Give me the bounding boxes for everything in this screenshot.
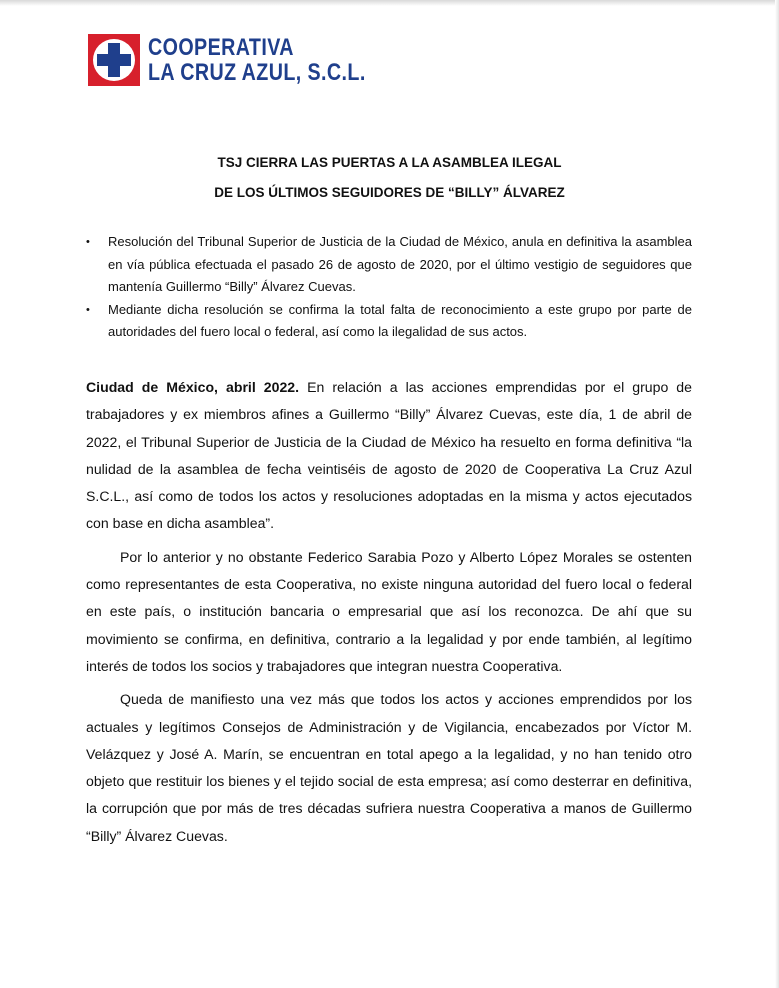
cooperativa-logo bbox=[88, 34, 414, 86]
bullet-text: Resolución del Tribunal Superior de Justicia de la Ciudad de México, anula en definitiva la asamblea en vía pública efectuada el pasado 26 de agosto de 2020, por el último vestigio de seguidores que mantenía Guillermo “Billy” Álvarez Cuevas. bbox=[108, 234, 692, 294]
page-top-shadow bbox=[0, 0, 779, 6]
title-line-2: DE LOS ÚLTIMOS SEGUIDORES DE “BILLY” ÁLVAREZ bbox=[214, 185, 565, 200]
paragraph-1 bbox=[86, 374, 692, 538]
paragraph-2: Por lo anterior y no obstante Federico Sarabia Pozo y Alberto López Morales se ostenten como representantes de esta Cooperativa, no existe ninguna autoridad del fuero local o federal en este país, o institución bancaria o empresarial que así los reconozca. De ahí que su movimiento se confirma, en definitiva, contrario a la legalidad y por ende también, al legítimo interés de todos los socios y trabajadores que integran nuestra Cooperativa. bbox=[86, 548, 692, 674]
logo-line-2: LA CRUZ AZUL, S.C.L. bbox=[148, 59, 366, 86]
bullet-text: Mediante dicha resolución se confirma la total falta de reconocimiento a este grupo por parte de autoridades del fuero local o federal, así como la ilegalidad de sus actos. bbox=[108, 301, 692, 339]
bullet-icon: • bbox=[86, 303, 90, 316]
paragraph-3: Queda de manifiesto una vez más que todos los actos y acciones emprendidos por los actuales y legítimos Consejos de Administración y de Vigilancia, encabezados por Víctor M. Velázquez y José A. Marín, se encuentran en total apego a la legalidad, y no han tenido otro objeto que restituir los bienes y el tejido social de esta empresa; así como desterrar en definitiva, la corrupción que por más de tres décadas sufriera nuestra Cooperativa a manos de Guillermo “Billy” Álvarez Cuevas. bbox=[86, 691, 692, 844]
list-item bbox=[86, 299, 692, 344]
logo-line-1: COOPERATIVA bbox=[148, 34, 294, 61]
cross-logo-icon bbox=[88, 34, 140, 86]
paragraph-1-text: En relación a las acciones emprendidas por el grupo de trabajadores y ex miembros afines a Guillermo “Billy” Álvarez Cuevas, este día, 1 de abril de 2022, el Tribunal Superior de Justicia de la Ciudad de México ha resuelto en forma definitiva “la nulidad de la asamblea de fecha veintiséis de agosto de 2020 de Cooperativa La Cruz Azul S.C.L., así como de todos los actos y resoluciones adoptadas en la misma y actos ejecutados con base en dicha asamblea”. bbox=[86, 379, 692, 532]
bullet-icon: • bbox=[86, 236, 90, 248]
dateline: Ciudad de México, abril 2022. bbox=[86, 379, 300, 395]
title-line-1: TSJ CIERRA LAS PUERTAS A LA ASAMBLEA ILEGAL bbox=[217, 155, 562, 170]
list-item bbox=[86, 231, 692, 299]
logo-wordmark bbox=[148, 35, 414, 85]
summary-bullets bbox=[86, 231, 692, 344]
body-text bbox=[86, 374, 692, 856]
page-title bbox=[0, 148, 779, 208]
